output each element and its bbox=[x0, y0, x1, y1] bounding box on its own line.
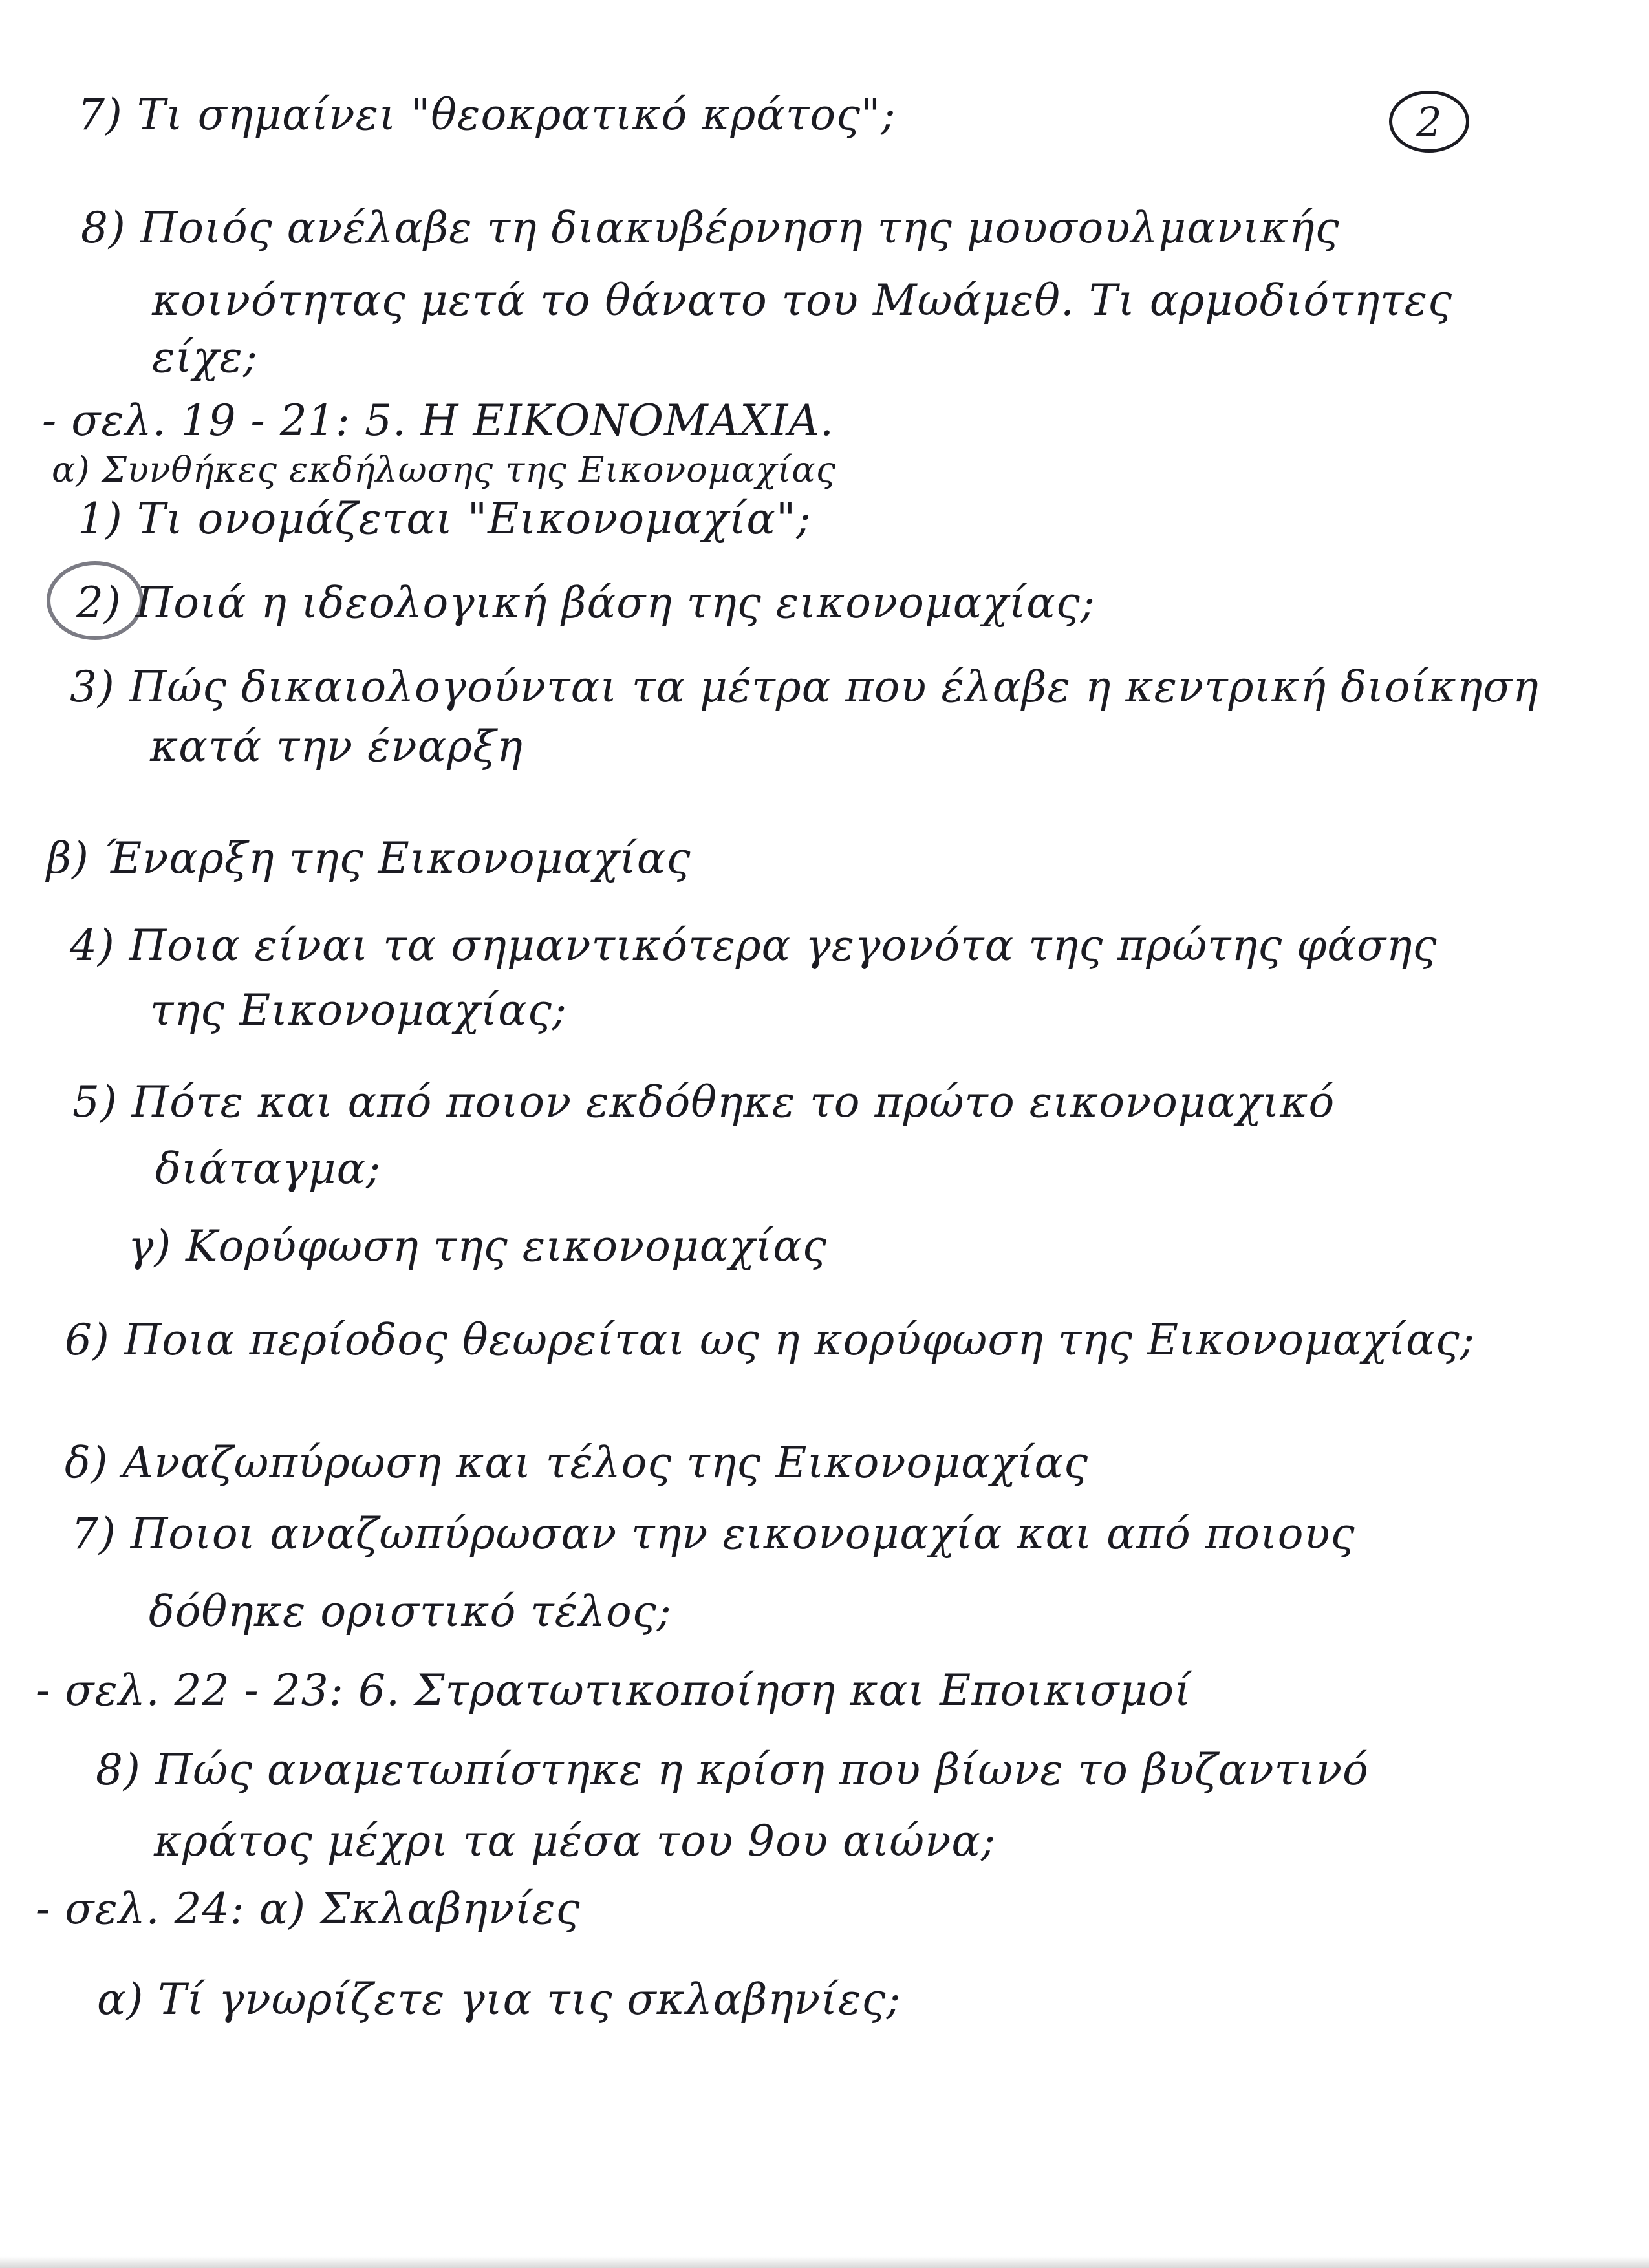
question-7-revival: 7) Ποιοι αναζωπύρωσαν την εικονομαχία και από ποιους bbox=[71, 1509, 1355, 1559]
question-6-peak-period: 6) Ποια περίοδος θεωρείται ως η κορύφωση της Εικονομαχίας; bbox=[65, 1315, 1475, 1365]
question-8-continued: κοινότητας μετά το θάνατο του Μωάμεθ. Τι αρμοδιότητες bbox=[152, 275, 1453, 325]
question-1-iconoclasm: 1) Τι ονομάζεται "Εικονομαχία"; bbox=[78, 494, 812, 544]
question-a-sklavinies: α) Τί γνωρίζετε για τις σκλαβηνίες; bbox=[97, 1974, 901, 2024]
scan-edge-shadow bbox=[0, 2256, 1649, 2268]
question-7-continued: δόθηκε οριστικό τέλος; bbox=[149, 1587, 672, 1636]
question-7-theocratic: 7) Τι σημαίνει "θεοκρατικό κράτος"; bbox=[78, 90, 896, 140]
question-8-end: είχε; bbox=[152, 332, 258, 382]
subsection-a-conditions: α) Συνθήκες εκδήλωσης της Εικονομαχίας bbox=[52, 449, 836, 490]
question-3-measures: 3) Πώς δικαιολογούνται τα μέτρα που έλαβε η κεντρική διοίκηση bbox=[70, 662, 1539, 712]
subsection-c-peak: γ) Κορύφωση της εικονομαχίας bbox=[128, 1221, 827, 1271]
section-heading-sklavinies: - σελ. 24: α) Σκλαβηνίες bbox=[36, 1884, 581, 1934]
question-3-continued: κατά την έναρξη bbox=[150, 722, 523, 771]
section-heading-iconoclasm: - σελ. 19 - 21: 5. Η ΕΙΚΟΝΟΜΑΧΙΑ. bbox=[42, 396, 834, 445]
subsection-b-beginning: β) Έναρξη της Εικονομαχίας bbox=[47, 833, 691, 883]
question-4-events: 4) Ποια είναι τα σημαντικότερα γεγονότα της πρώτης φάσης bbox=[70, 921, 1438, 970]
question-8-crisis: 8) Πώς αναμετωπίστηκε η κρίση που βίωνε το βυζαντινό bbox=[96, 1745, 1369, 1795]
question-5-decree: 5) Πότε και από ποιον εκδόθηκε το πρώτο εικονομαχικό bbox=[72, 1077, 1335, 1127]
question-2-ideology: 2) Ποιά η ιδεολογική βάση της εικονομαχίας; bbox=[76, 578, 1095, 628]
question-5-continued: διάταγμα; bbox=[155, 1144, 382, 1193]
section-heading-militarization: - σελ. 22 - 23: 6. Στρατωτικοποίηση και Εποικισμοί bbox=[36, 1665, 1192, 1715]
question-8-crisis-continued: κράτος μέχρι τα μέσα του 9ου αιώνα; bbox=[154, 1816, 997, 1866]
page-number: 2 bbox=[1389, 91, 1469, 153]
question-8-caliphate: 8) Ποιός ανέλαβε τη διακυβέρνηση της μουσουλμανικής bbox=[81, 203, 1340, 253]
question-4-continued: της Εικονομαχίας; bbox=[150, 985, 568, 1035]
subsection-d-revival-end: δ) Αναζωπύρωση και τέλος της Εικονομαχίας bbox=[65, 1438, 1089, 1488]
